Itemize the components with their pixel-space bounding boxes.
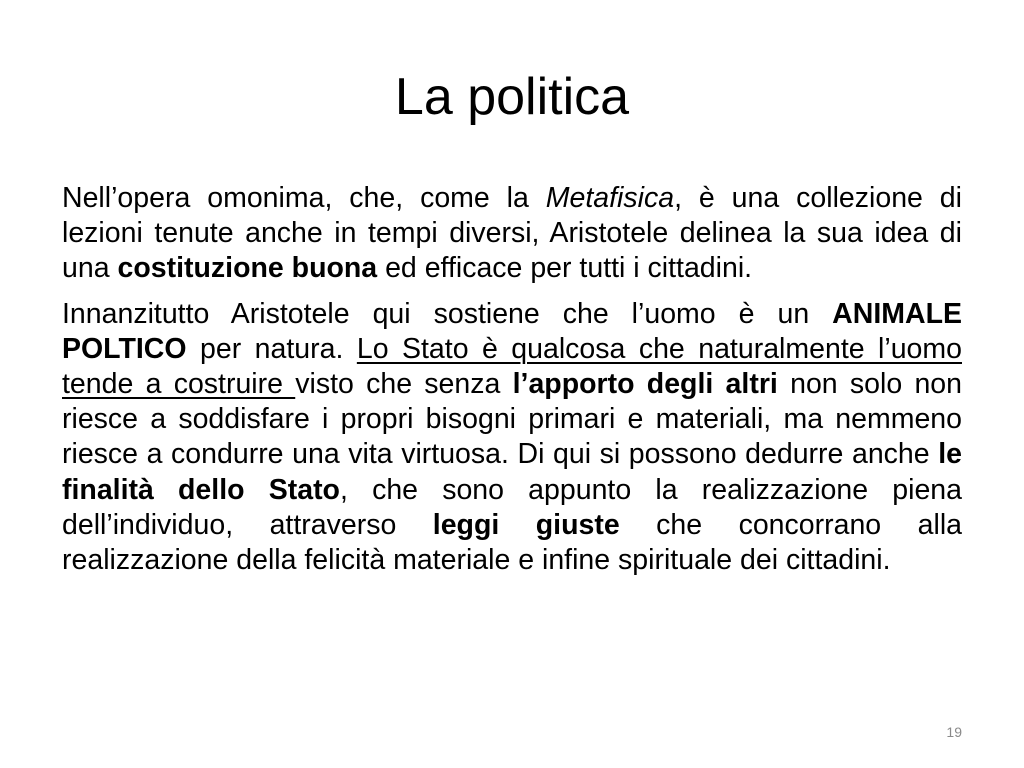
slide-body (62, 181, 962, 578)
paragraph-intro (62, 181, 962, 287)
metafisica-italic: Metafisica (545, 182, 675, 214)
paragraph-animale-politico (62, 297, 962, 579)
paragraph-2-text-6: che concorrano alla realizzazione della felicità materiale e infine spirituale dei cittadini. (62, 508, 962, 577)
leggi-giuste-bold: leggi giuste (432, 508, 620, 541)
paragraph-intro-text-2: , è una collezione di lezioni tenute anche in tempi diversi, Aristotele delinea la sua idea di una (62, 182, 962, 285)
paragraph-intro-text-1: Nell’opera omonima, che, come la (62, 182, 546, 214)
paragraph-2-text-3: visto che senza (295, 368, 513, 401)
slide-number: 19 (946, 724, 962, 740)
paragraph-2-text-1: Innanzitutto Aristotele qui sostiene che l’uomo è un (62, 297, 833, 330)
paragraph-intro-text-3: ed efficace per tutti i cittadini. (377, 252, 753, 285)
finalita-dello-stato-bold: le finalità dello Stato (62, 438, 962, 506)
apporto-degli-altri-bold: l’apporto degli altri (512, 368, 778, 401)
paragraph-2-text-5: , che sono appunto la realizzazione piena dell’individuo, attraverso (62, 473, 963, 541)
animale-poltico-bold: ANIMALE POLTICO (62, 297, 962, 365)
paragraph-2-text-4: non solo non riesce a soddisfare i propri bisogni primari e materiali, ma nemmeno riesce a condurre una vita virtuosa. Di qui si possono dedurre anche (62, 368, 962, 471)
slide-title: La politica (394, 68, 630, 126)
paragraph-2-text-2: per natura. (186, 332, 357, 365)
costituzione-buona-bold: costituzione buona (117, 252, 378, 285)
stato-underlined-sentence: Lo Stato è qualcosa che naturalmente l’uomo tende a costruire (62, 332, 962, 401)
